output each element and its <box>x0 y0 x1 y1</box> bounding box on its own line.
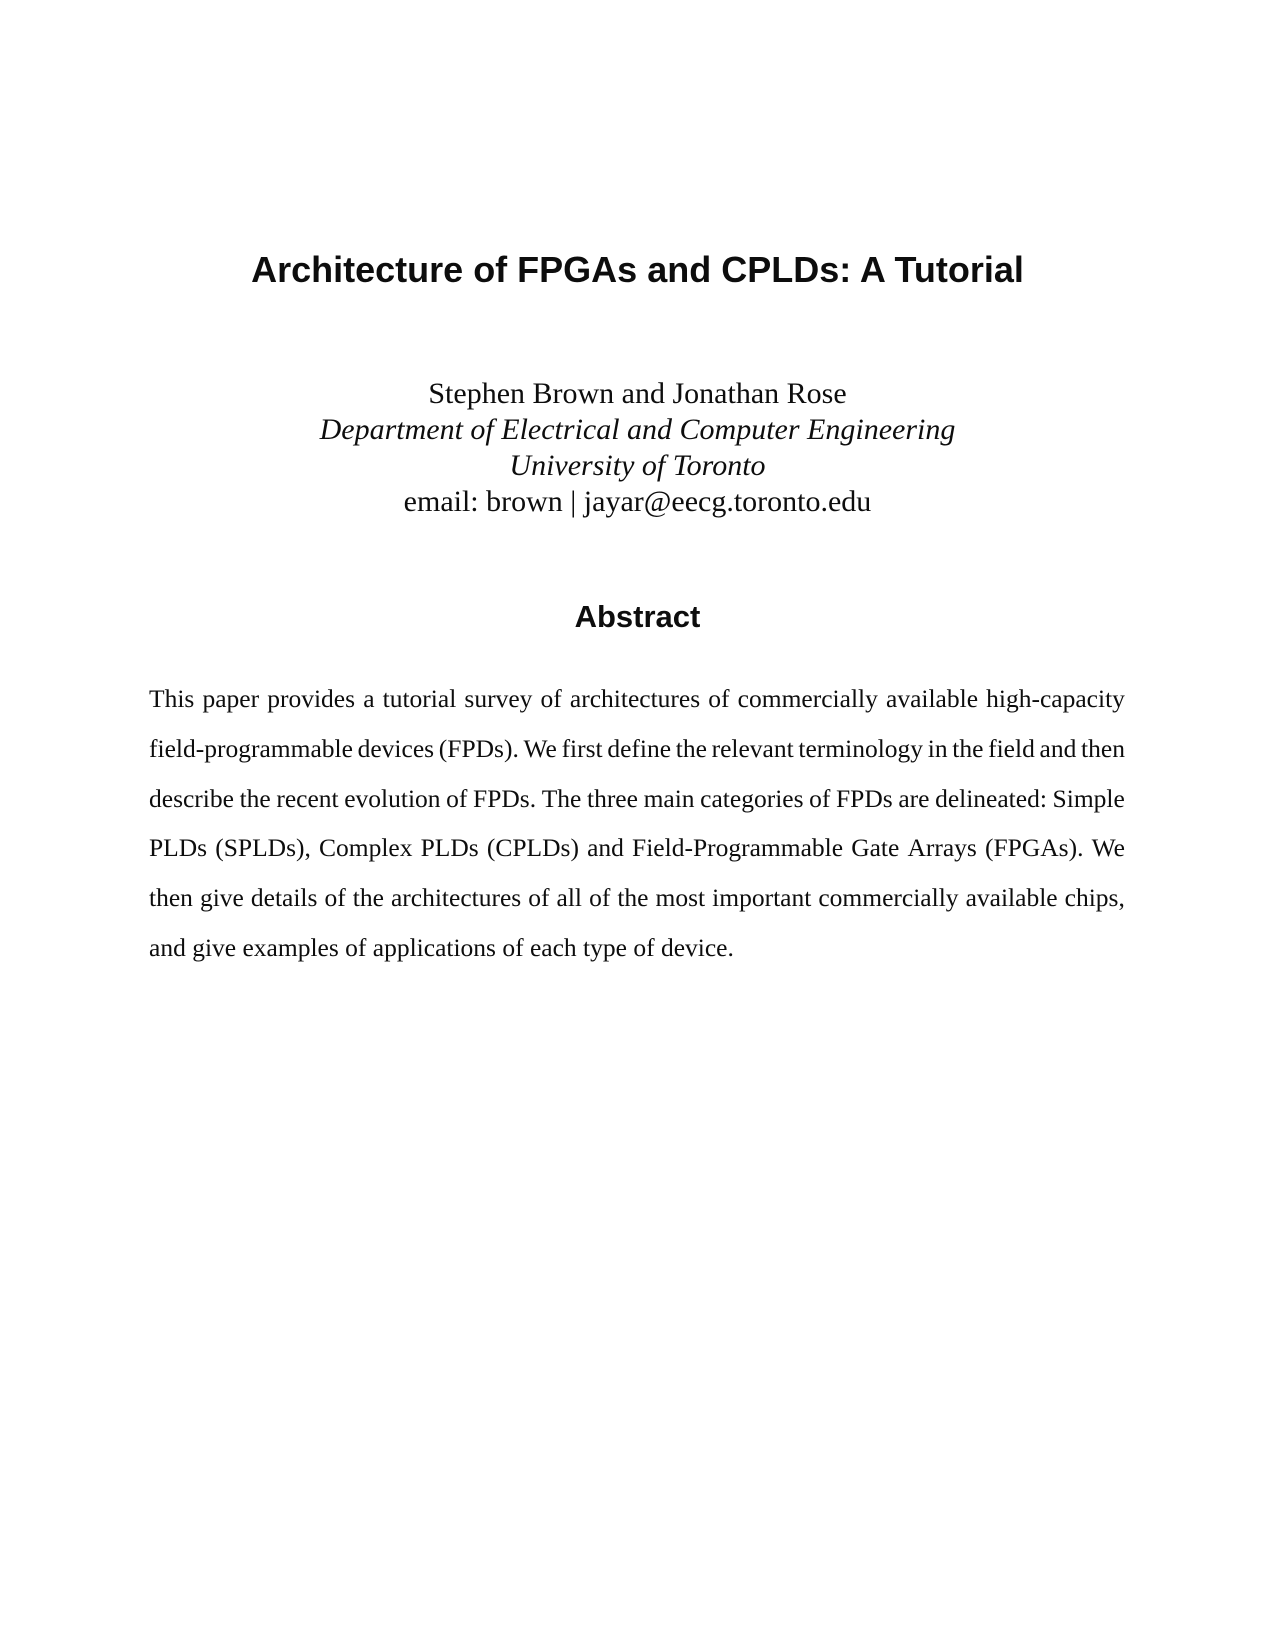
author-block <box>0 376 1275 520</box>
abstract-line: and give examples of applications of each type of device. <box>149 932 734 962</box>
author-institution: University of Toronto <box>509 449 766 482</box>
author-names: Stephen Brown and Jonathan Rose <box>428 377 847 410</box>
paper-title: Architecture of FPGAs and CPLDs: A Tutorial <box>251 249 1024 290</box>
abstract-line: This paper provides a tutorial survey of architectures of commercially available high-capacity <box>149 684 1125 713</box>
abstract-line: field-programmable devices (FPDs). We first define the relevant terminology in the field and then <box>149 733 1125 763</box>
abstract-paragraph <box>149 674 1125 973</box>
abstract-heading: Abstract <box>574 599 701 634</box>
abstract-line: PLDs (SPLDs), Complex PLDs (CPLDs) and Field-Programmable Gate Arrays (FPGAs). We <box>149 833 1125 863</box>
author-department: Department of Electrical and Computer Engineering <box>319 413 956 446</box>
abstract-line: describe the recent evolution of FPDs. The three main categories of FPDs are delineated: Simple <box>149 783 1125 813</box>
abstract-line: then give details of the architectures of all of the most important commercially available chips, <box>149 883 1125 913</box>
author-email: email: brown | jayar@eecg.toronto.edu <box>403 485 872 518</box>
